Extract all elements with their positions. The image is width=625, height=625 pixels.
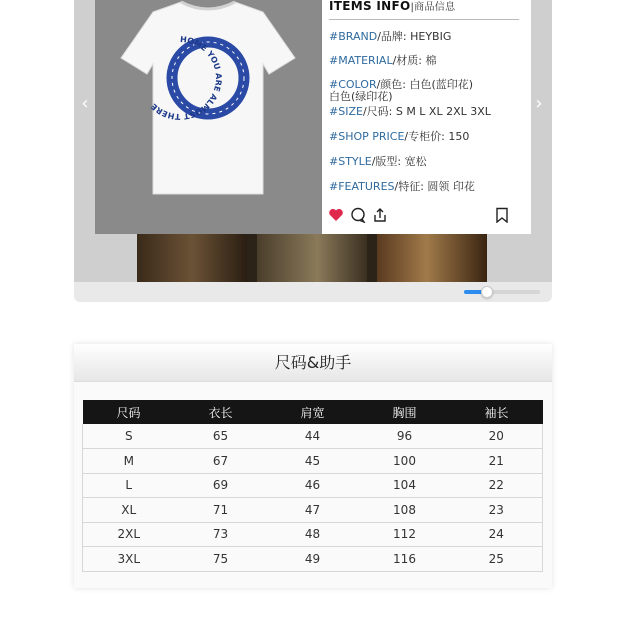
carousel-slider[interactable]: [464, 290, 540, 294]
cell: 25: [451, 547, 543, 572]
header-shoulder: 肩宽: [267, 400, 359, 424]
cell: 71: [175, 498, 267, 523]
size-chart-panel: [74, 344, 552, 588]
spec-style: #STYLE/版型: 宽松: [329, 155, 427, 168]
cell: 67: [175, 449, 267, 474]
cell: 75: [175, 547, 267, 572]
cell: 96: [359, 424, 451, 449]
bookmark-icon[interactable]: [494, 207, 510, 227]
photo-1: [137, 232, 247, 282]
spec-color-2: 白色(绿印花): [329, 90, 393, 103]
cell: 49: [267, 547, 359, 572]
photo-2: [257, 232, 367, 282]
header-chest: 胸围: [359, 400, 451, 424]
cell: 44: [267, 424, 359, 449]
spec-color: #COLOR/颜色: 白色(蓝印花): [329, 78, 474, 91]
items-info-heading: ITEMS INFO: [329, 0, 411, 13]
header-size: 尺码: [83, 400, 175, 424]
table-row: [83, 498, 543, 523]
spec-material: #MATERIAL/材质: 棉: [329, 54, 437, 67]
cell: 104: [359, 473, 451, 498]
cell: 23: [451, 498, 543, 523]
spec-price: #SHOP PRICE/专柜价: 150: [329, 130, 470, 143]
table-row: [83, 473, 543, 498]
cell: 24: [451, 522, 543, 547]
cell: 65: [175, 424, 267, 449]
carousel-prev-arrow[interactable]: ‹: [81, 93, 89, 114]
cell: S: [83, 424, 175, 449]
background-photo-strip: [137, 232, 487, 282]
carousel-next-arrow[interactable]: ›: [535, 93, 543, 114]
tshirt-image: [95, 0, 322, 234]
spec-features: #FEATURES/特征: 圆领 印花: [329, 180, 475, 193]
slider-knob[interactable]: [481, 286, 493, 298]
header-sleeve: 袖长: [451, 400, 543, 424]
heart-icon[interactable]: [328, 207, 344, 227]
cell: 100: [359, 449, 451, 474]
cell: 108: [359, 498, 451, 523]
size-table-header: [83, 400, 543, 424]
table-row: [83, 449, 543, 474]
cell: L: [83, 473, 175, 498]
cell: 69: [175, 473, 267, 498]
items-info-heading-cn: |商品信息: [410, 2, 456, 13]
table-row: [83, 522, 543, 547]
cell: 2XL: [83, 522, 175, 547]
cell: 22: [451, 473, 543, 498]
size-chart-title: 尺码&助手: [74, 344, 552, 382]
cell: 73: [175, 522, 267, 547]
spec-size: #SIZE/尺码: S M L XL 2XL 3XL: [329, 105, 491, 118]
cell: 47: [267, 498, 359, 523]
cell: 20: [451, 424, 543, 449]
share-icon[interactable]: [372, 207, 388, 227]
items-info-panel: [322, 0, 531, 234]
product-image[interactable]: [95, 0, 322, 234]
cell: 116: [359, 547, 451, 572]
items-info-title: [329, 0, 519, 20]
spec-brand: #BRAND/品牌: HEYBIG: [329, 30, 452, 43]
product-card: [95, 0, 531, 234]
cell: 46: [267, 473, 359, 498]
cell: XL: [83, 498, 175, 523]
cell: 112: [359, 522, 451, 547]
cell: 45: [267, 449, 359, 474]
header-length: 衣长: [175, 400, 267, 424]
photo-3: [377, 232, 487, 282]
action-bar: [328, 207, 516, 231]
print-text: HOME YOU ARE ALMOST THERE: [149, 34, 224, 122]
table-row: [83, 424, 543, 449]
cell: M: [83, 449, 175, 474]
cell: 3XL: [83, 547, 175, 572]
comment-icon[interactable]: [350, 207, 366, 227]
size-table: [82, 400, 543, 572]
cell: 21: [451, 449, 543, 474]
table-row: [83, 547, 543, 572]
cell: 48: [267, 522, 359, 547]
